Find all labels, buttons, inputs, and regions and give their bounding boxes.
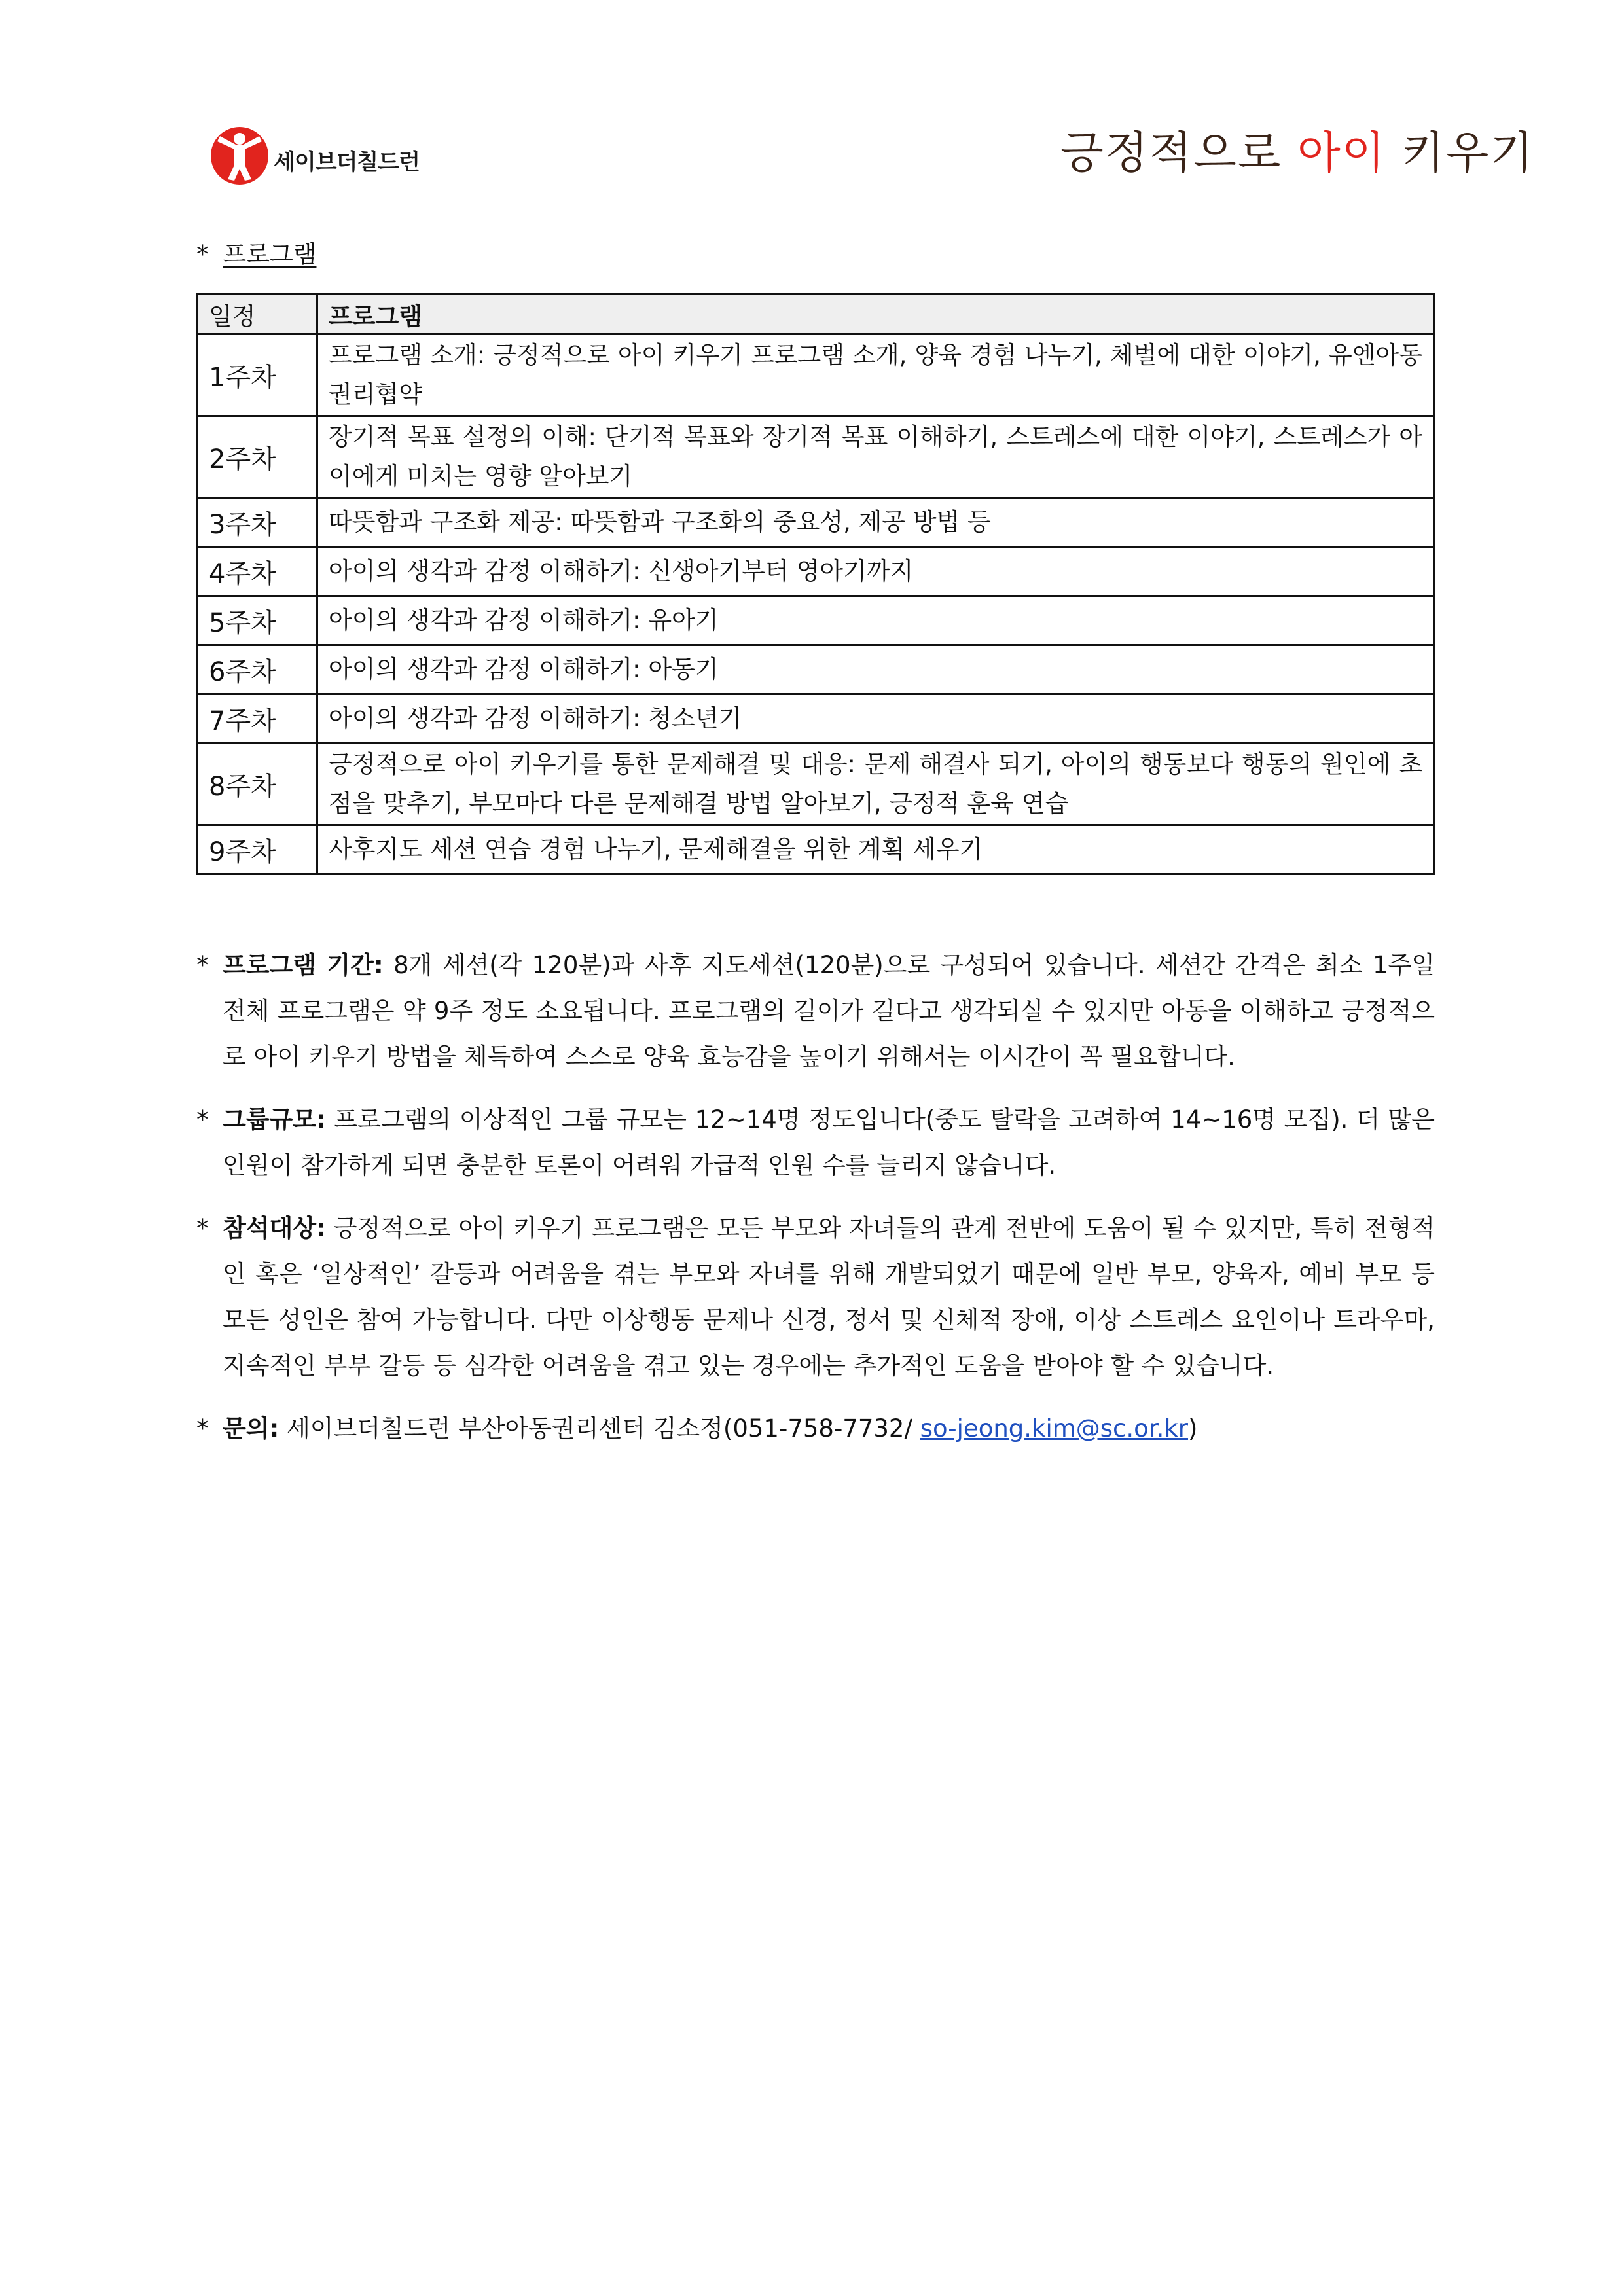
table-row: [198, 825, 1434, 874]
week-cell: 8주차: [198, 744, 317, 825]
table-row: [198, 416, 1434, 498]
note-contact: [196, 1406, 1435, 1452]
bullet-star: *: [196, 1105, 209, 1134]
content-cell: 아이의 생각과 감정 이해하기: 청소년기: [317, 694, 1434, 744]
content-cell: 아이의 생각과 감정 이해하기: 신생아기부터 영아기까지: [317, 547, 1434, 596]
note-duration: [196, 942, 1435, 1080]
org-name: 세이브더칠드런: [274, 149, 420, 175]
section-heading: [196, 234, 316, 270]
note-label: 문의:: [223, 1414, 280, 1443]
header-program: 프로그램: [317, 295, 1434, 334]
note-text: 긍정적으로 아이 키우기 프로그램은 모든 부모와 자녀들의 관계 전반에 도움이 될 수 있지만, 특히 전형적인 혹은 ‘일상적인’ 갈등과 어려움을 겪는 부모와 자녀를 위해 개발되었기 때문에 일반 부모, 양육자, 예비 부모 등 모든 성인은 참여 가능합니다. 다만 이상행동 문제나 신경, 정서 및 신체적 장애, 이상 스트레스 요인이나 트라우마, 지속적인 부부 갈등 등 심각한 어려움을 겪고 있는 경우에는 추가적인 도움을 받아야 할 수 있습니다.: [223, 1214, 1435, 1380]
org-logo: [208, 122, 431, 194]
week-cell: 9주차: [198, 825, 317, 874]
bullet-star: *: [196, 240, 209, 268]
section-title: 프로그램: [223, 240, 317, 268]
week-cell: 4주차: [198, 547, 317, 596]
table-row: [198, 547, 1434, 596]
contact-email-link[interactable]: so-jeong.kim@sc.or.kr: [920, 1414, 1189, 1443]
program-logo-part2: 아이: [1297, 128, 1386, 179]
content-cell: 아이의 생각과 감정 이해하기: 아동기: [317, 645, 1434, 694]
bullet-star: *: [196, 1214, 209, 1242]
note-target: [196, 1206, 1435, 1389]
header-schedule: 일정: [198, 295, 317, 334]
program-logo-part3: 키우기: [1401, 128, 1535, 179]
week-cell: 2주차: [198, 416, 317, 498]
program-logo: [1060, 118, 1535, 190]
content-cell: 프로그램 소개: 긍정적으로 아이 키우기 프로그램 소개, 양육 경험 나누기, 체벌에 대한 이야기, 유엔아동권리협약: [317, 334, 1434, 416]
bullet-star: *: [196, 951, 209, 979]
content-cell: 아이의 생각과 감정 이해하기: 유아기: [317, 596, 1434, 645]
note-label: 프로그램 기간:: [223, 951, 384, 979]
note-label: 그룹규모:: [223, 1105, 326, 1134]
content-cell: 긍정적으로 아이 키우기를 통한 문제해결 및 대응: 문제 해결사 되기, 아이의 행동보다 행동의 원인에 초점을 맞추기, 부모마다 다른 문제해결 방법 알아보기, 긍정적 훈육 연습: [317, 744, 1434, 825]
week-cell: 5주차: [198, 596, 317, 645]
week-cell: 6주차: [198, 645, 317, 694]
note-text: 8개 세션(각 120분)과 사후 지도세션(120분)으로 구성되어 있습니다. 세션간 간격은 최소 1주일 전체 프로그램은 약 9주 정도 소요됩니다. 프로그램의 길이가 길다고 생각되실 수 있지만 아동을 이해하고 긍정적으로 아이 키우기 방법을 체득하여 스스로 양육 효능감을 높이기 위해서는 이시간이 꼭 필요합니다.: [223, 951, 1435, 1071]
week-cell: 3주차: [198, 498, 317, 547]
table-header-row: [198, 295, 1434, 334]
note-text: 세이브더칠드런 부산아동권리센터 김소정(051-758-7732/: [279, 1414, 920, 1443]
table-row: [198, 645, 1434, 694]
save-the-children-emblem-icon: [208, 122, 271, 187]
content-cell: 장기적 목표 설정의 이해: 단기적 목표와 장기적 목표 이해하기, 스트레스에 대한 이야기, 스트레스가 아이에게 미치는 영향 알아보기: [317, 416, 1434, 498]
note-text-close: ): [1188, 1414, 1198, 1443]
note-text: 프로그램의 이상적인 그룹 규모는 12~14명 정도입니다(중도 탈락을 고려하여 14~16명 모집). 더 많은 인원이 참가하게 되면 충분한 토론이 어려워 가급적 인원 수를 늘리지 않습니다.: [223, 1105, 1435, 1179]
bullet-star: *: [196, 1414, 209, 1443]
program-notes: [196, 942, 1435, 1469]
week-cell: 1주차: [198, 334, 317, 416]
schedule-table: [196, 293, 1435, 875]
table-row: [198, 744, 1434, 825]
note-group-size: [196, 1097, 1435, 1189]
table-row: [198, 498, 1434, 547]
program-logo-part1: 긍정적으로: [1060, 128, 1282, 179]
week-cell: 7주차: [198, 694, 317, 744]
table-row: [198, 334, 1434, 416]
content-cell: 사후지도 세션 연습 경험 나누기, 문제해결을 위한 계획 세우기: [317, 825, 1434, 874]
content-cell: 따뜻함과 구조화 제공: 따뜻함과 구조화의 중요성, 제공 방법 등: [317, 498, 1434, 547]
note-label: 참석대상:: [223, 1214, 326, 1242]
table-row: [198, 596, 1434, 645]
table-row: [198, 694, 1434, 744]
